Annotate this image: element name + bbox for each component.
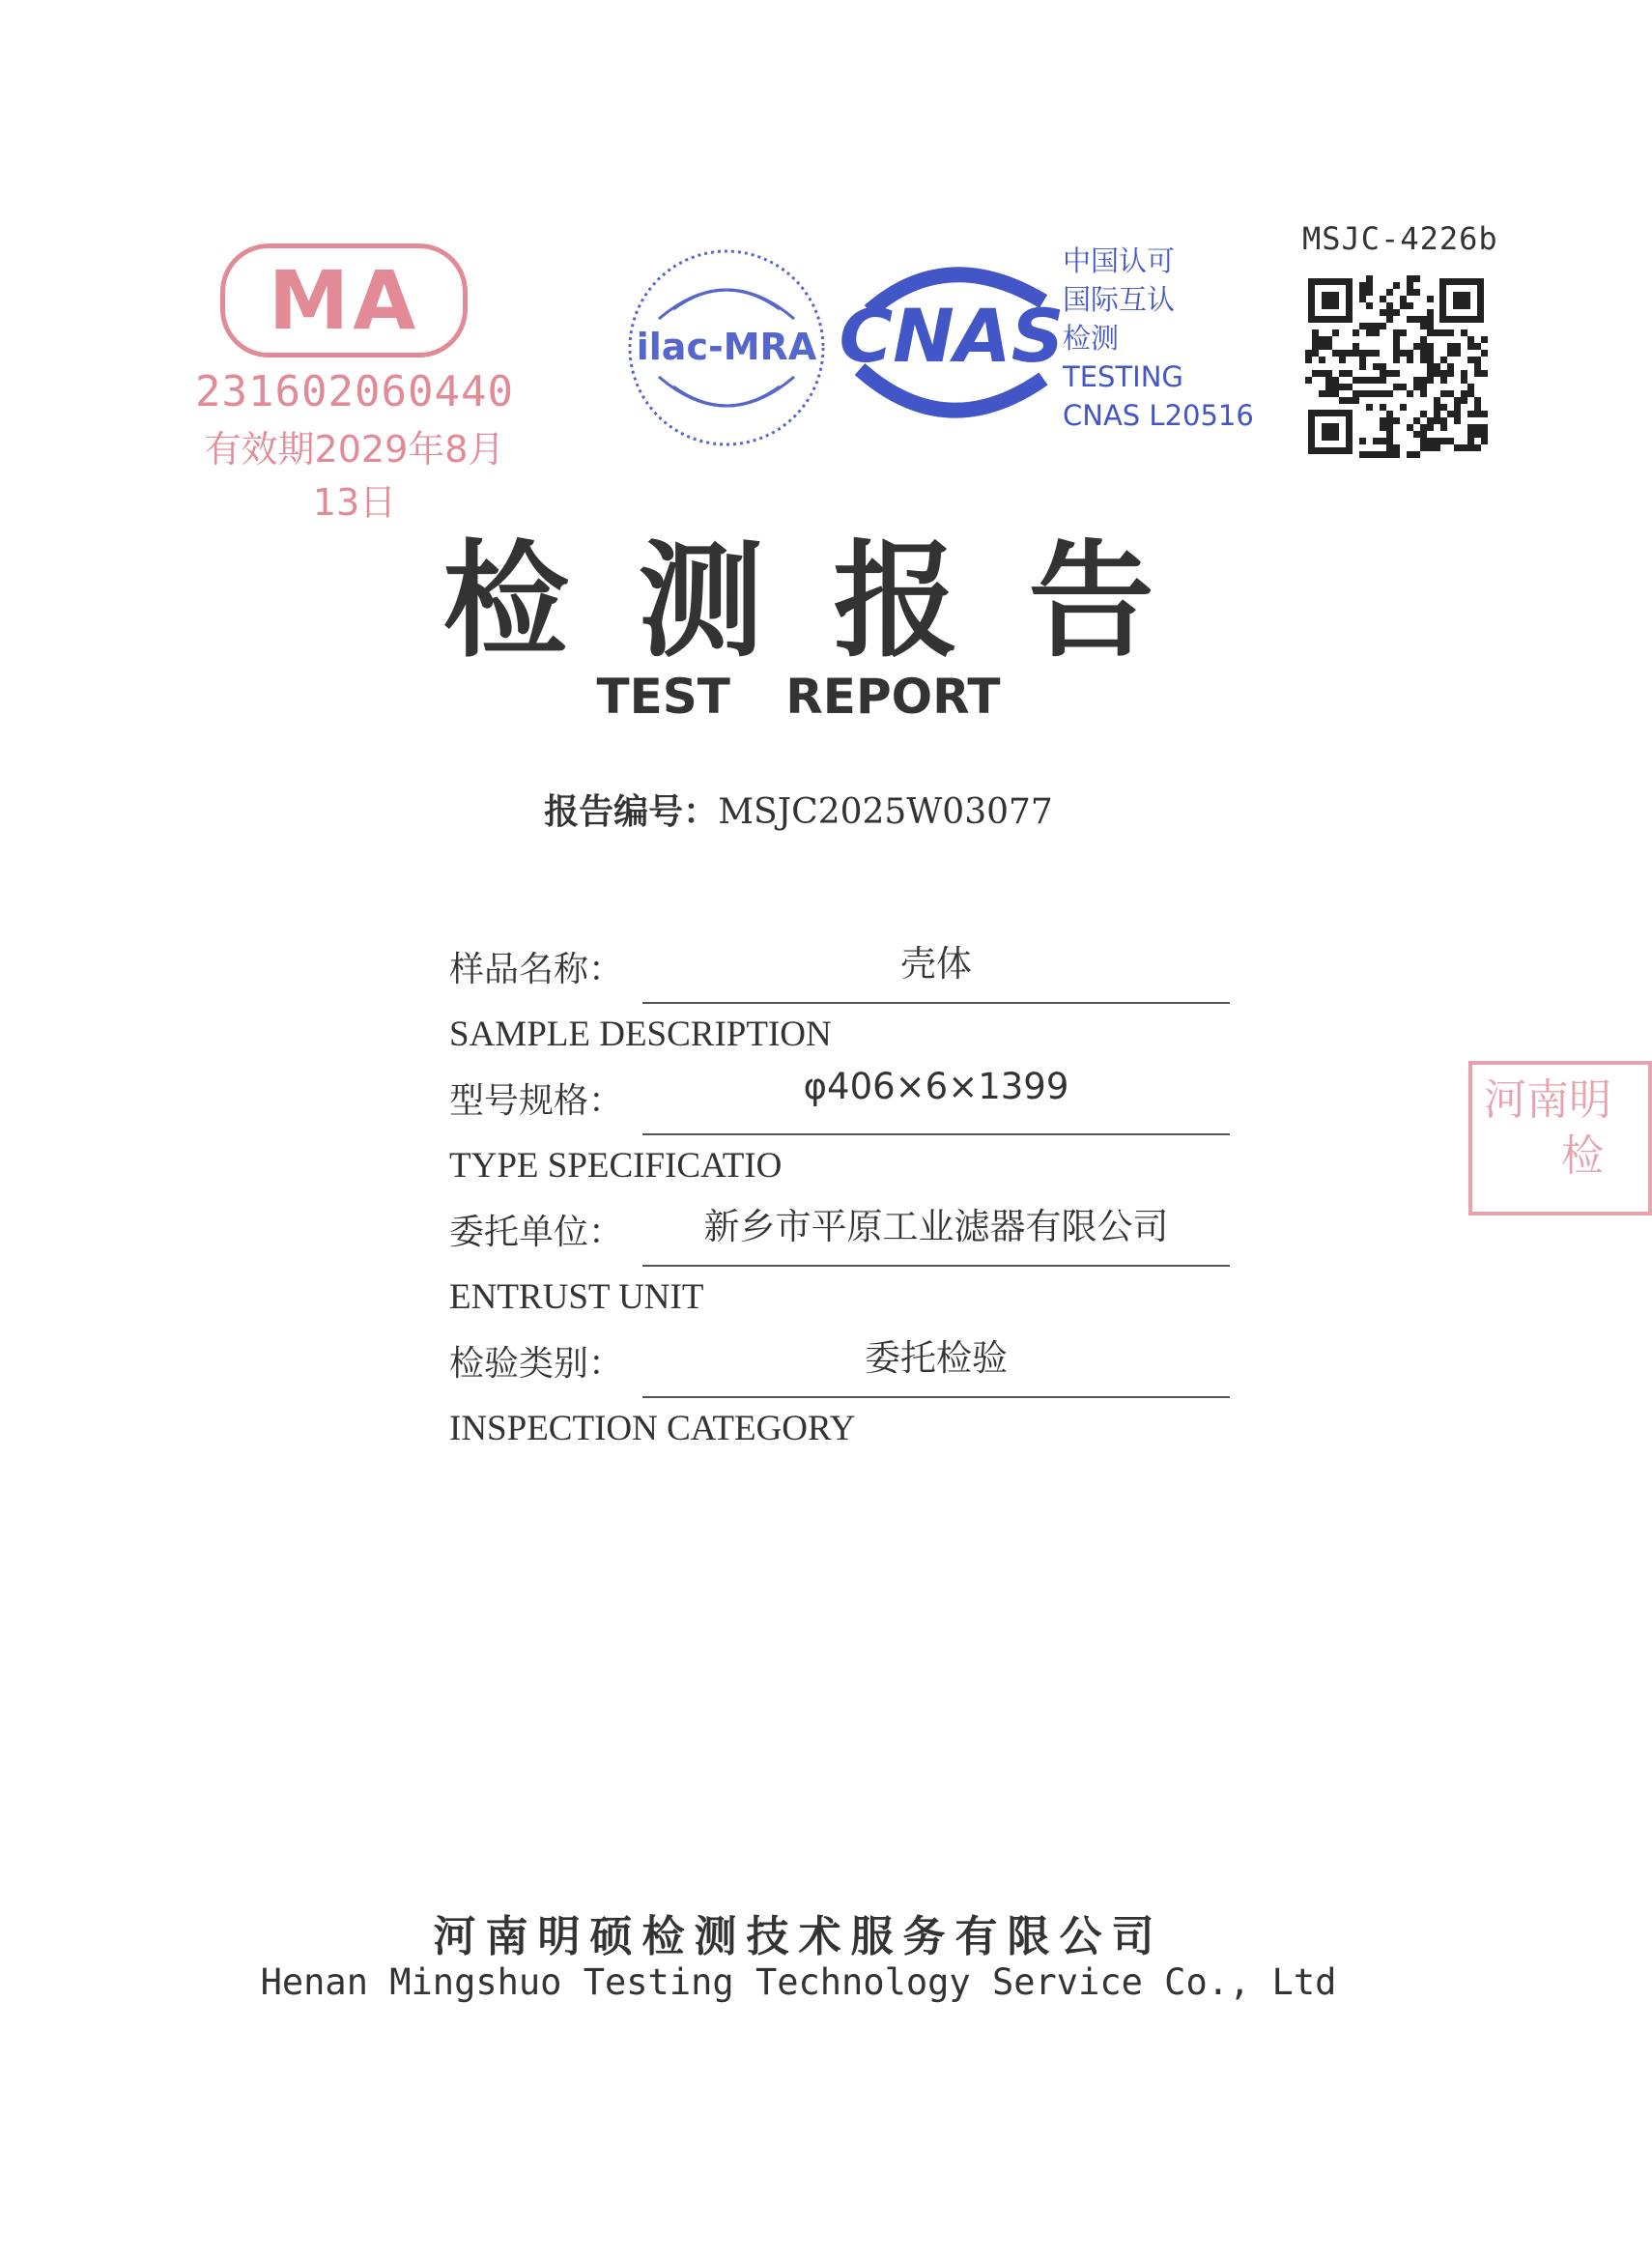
field-en-label: SAMPLE DESCRIPTION bbox=[449, 1015, 832, 1054]
field-underline bbox=[642, 1396, 1230, 1398]
field-en-label: ENTRUST UNIT bbox=[449, 1277, 704, 1317]
field-entrust-unit bbox=[449, 1186, 1232, 1317]
field-cn-label: 委托单位： bbox=[449, 1213, 624, 1252]
field-value: 新乡市平原工业滤器有限公司 bbox=[703, 1206, 1169, 1247]
company-seal-stamp bbox=[1468, 1061, 1652, 1215]
field-underline bbox=[642, 1002, 1230, 1004]
report-title-cn: 检测报告 bbox=[442, 527, 1224, 674]
field-en-label: INSPECTION CATEGORY bbox=[449, 1409, 856, 1448]
ilac-text: ilac-MRA bbox=[636, 326, 817, 368]
cnas-logo bbox=[831, 253, 1072, 427]
report-title-en: TEST REPORT bbox=[596, 669, 1001, 725]
field-value: 壳体 bbox=[900, 943, 972, 985]
field-cn-label: 型号规格： bbox=[449, 1081, 624, 1121]
cma-validity: 有效期2029年8月13日 bbox=[204, 428, 505, 524]
seal-line-1: 河南明 bbox=[1484, 1075, 1611, 1125]
company-name-cn: 河南明硕检测技术服务有限公司 bbox=[433, 1912, 1164, 1961]
field-value: φ406×6×1399 bbox=[803, 1066, 1069, 1107]
field-cn-label: 检验类别： bbox=[449, 1344, 624, 1384]
field-inspection-category bbox=[449, 1317, 1232, 1448]
report-number bbox=[0, 785, 1597, 834]
ilac-mra-logo bbox=[620, 242, 833, 454]
field-value: 委托检验 bbox=[865, 1337, 1008, 1379]
cnas-line-5: CNAS L20516 bbox=[1063, 399, 1254, 432]
field-type-specification bbox=[449, 1054, 1232, 1186]
cnas-caption bbox=[1063, 242, 1254, 435]
field-underline bbox=[642, 1265, 1230, 1267]
cnas-line-3: 检测 bbox=[1063, 322, 1120, 355]
cma-logo bbox=[220, 243, 468, 357]
qr-id-text: MSJC-4226b bbox=[1302, 220, 1498, 257]
cnas-line-1: 中国认可 bbox=[1063, 244, 1176, 277]
report-number-label: 报告编号： bbox=[544, 792, 719, 832]
sample-info-form bbox=[449, 923, 1232, 1448]
cnas-line-4: TESTING bbox=[1063, 360, 1183, 393]
field-underline bbox=[642, 1133, 1230, 1135]
field-cn-label: 样品名称： bbox=[449, 950, 624, 989]
seal-line-2: 检 bbox=[1561, 1131, 1604, 1181]
company-name-en: Henan Mingshuo Testing Technology Service Co., Ltd bbox=[260, 1961, 1337, 2003]
qr-code-icon[interactable] bbox=[1304, 274, 1488, 458]
cma-letters: MA bbox=[268, 253, 420, 348]
field-sample-description bbox=[449, 923, 1232, 1054]
cnas-text: CNAS bbox=[839, 293, 1065, 379]
report-number-value: MSJC2025W03077 bbox=[718, 792, 1053, 832]
cma-cert-number: 231602060440 bbox=[195, 367, 514, 416]
cnas-line-2: 国际互认 bbox=[1063, 283, 1176, 316]
field-en-label: TYPE SPECIFICATIO bbox=[449, 1146, 783, 1186]
